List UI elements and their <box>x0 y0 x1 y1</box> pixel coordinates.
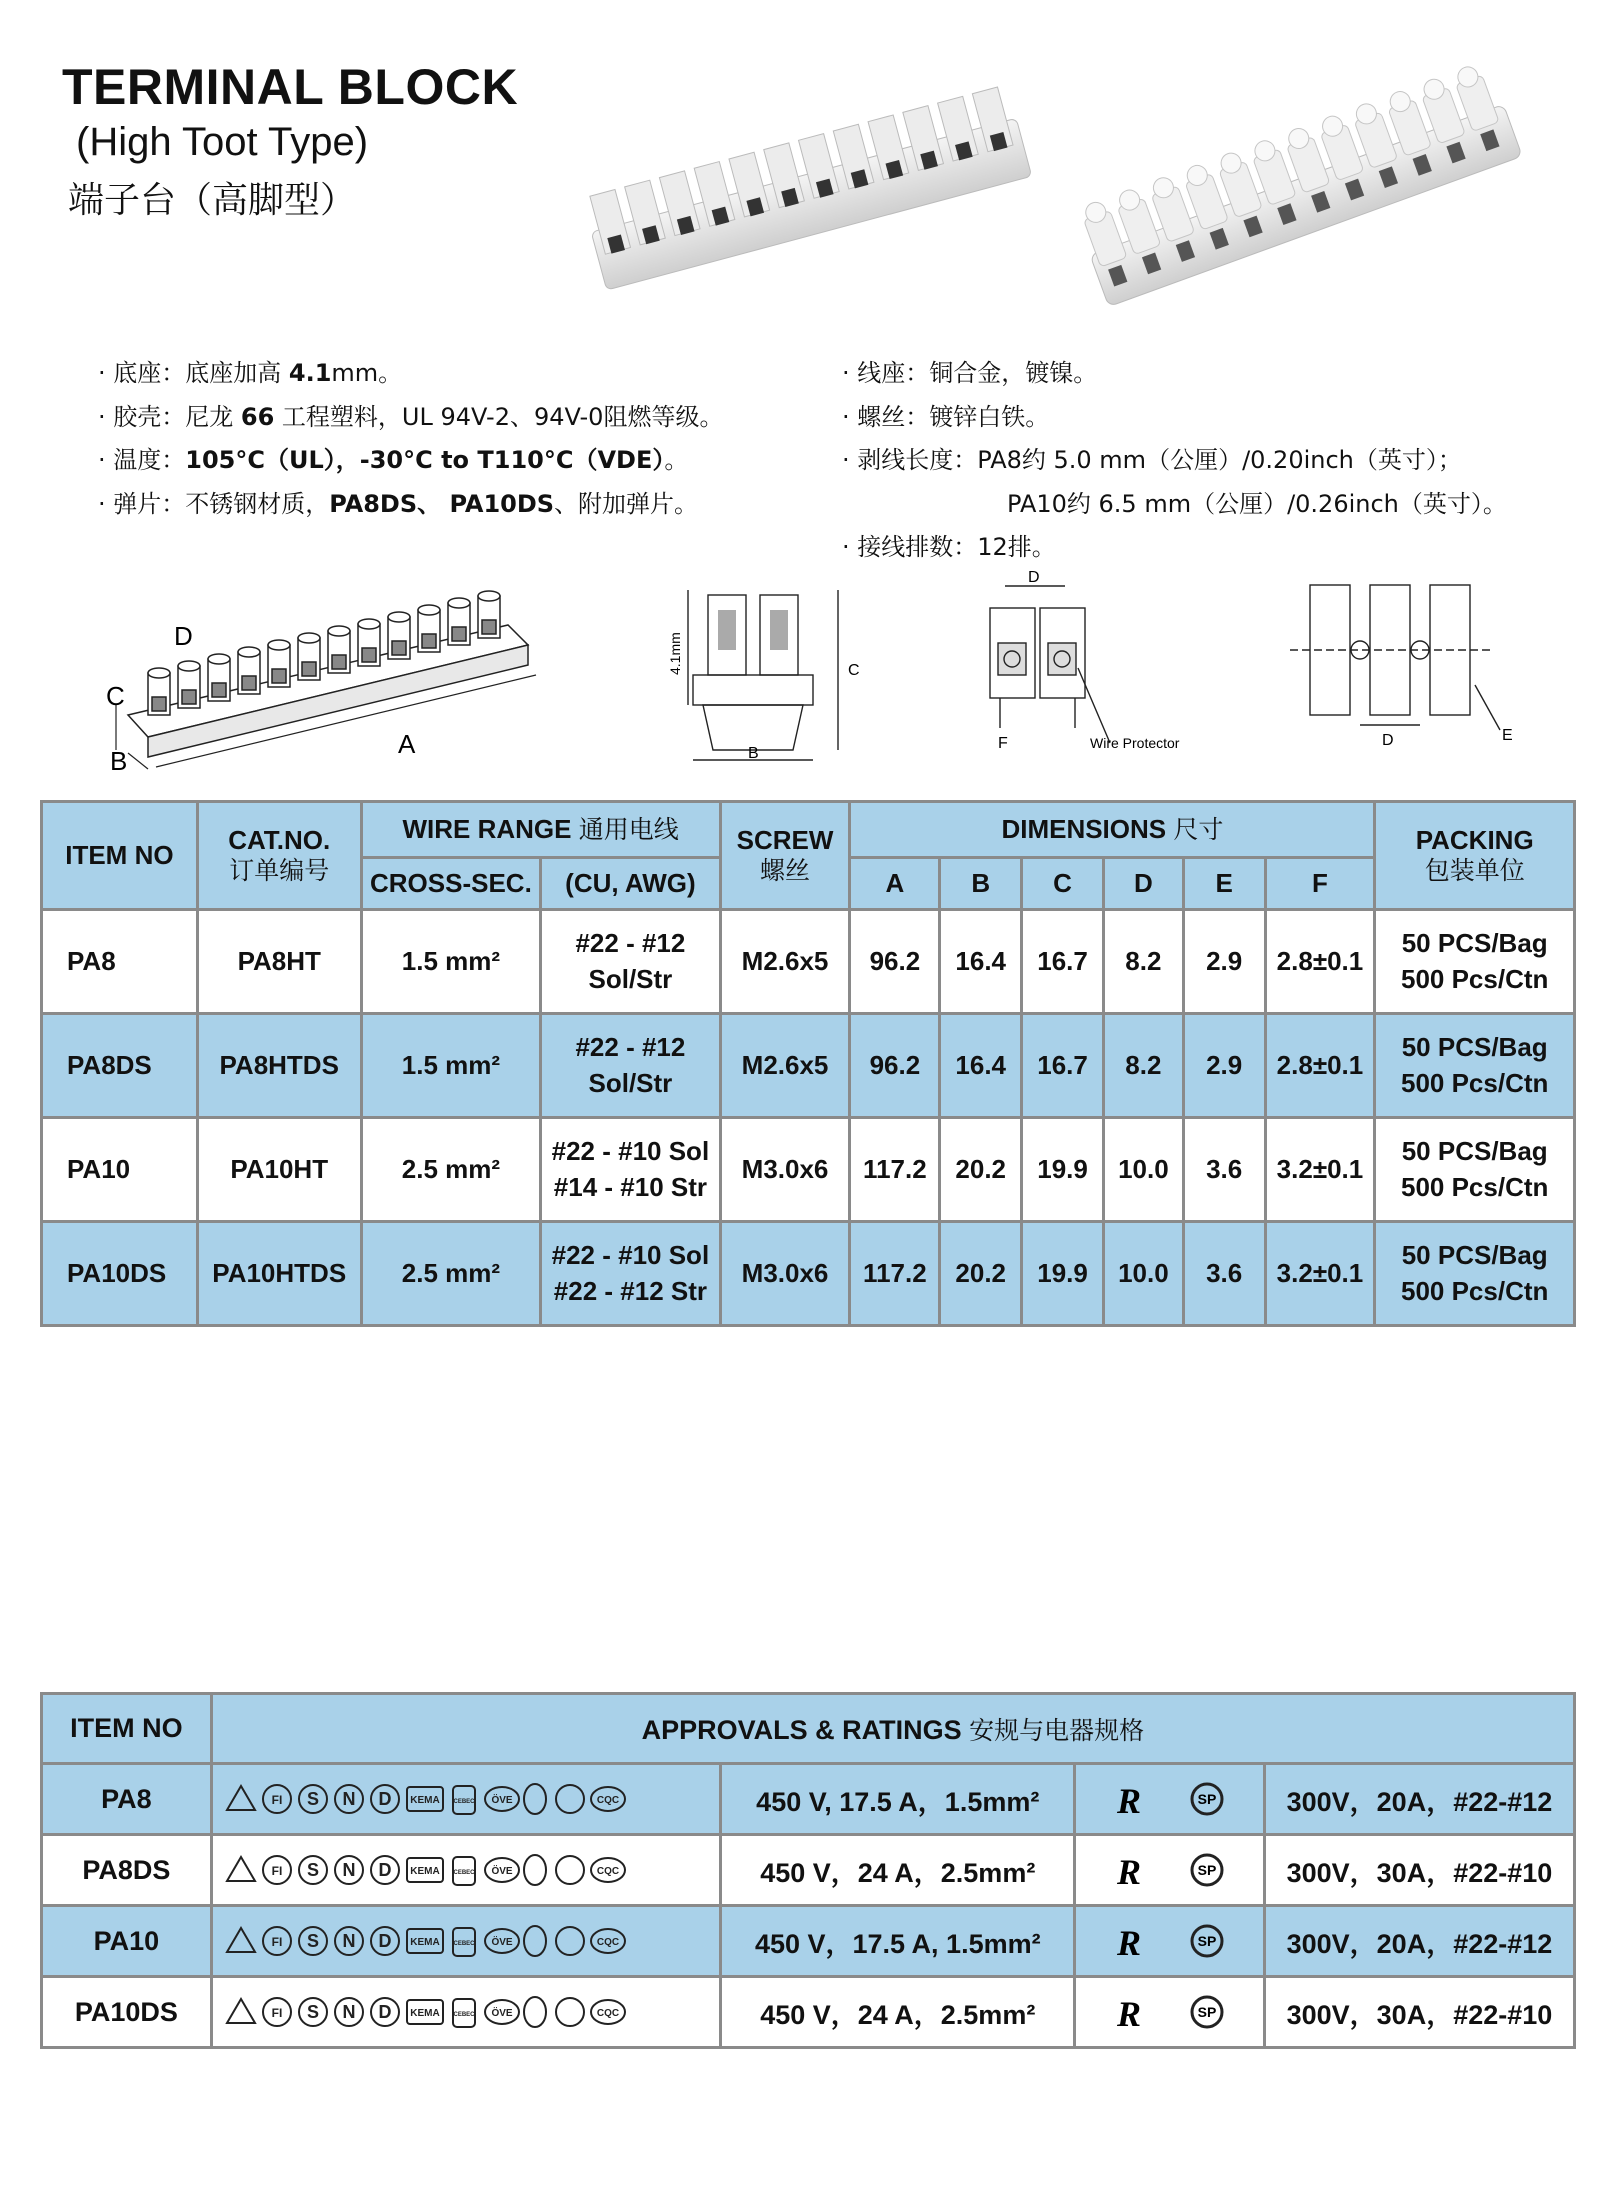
cell-awg: #22 - #10 Sol #22 - #12 Str <box>541 1222 720 1326</box>
ul-recognized-icon <box>1113 1850 1161 1890</box>
header-dim-e: E <box>1183 858 1265 910</box>
label-a: A <box>398 729 416 759</box>
cell-item: PA8DS <box>42 1835 212 1906</box>
cell-awg: #22 - #12 Sol/Str <box>541 1014 720 1118</box>
svg-text:CEBEC: CEBEC <box>453 1799 475 1805</box>
label-c2: C <box>848 662 860 679</box>
cell-item: PA8 <box>42 910 198 1014</box>
header-awg: (CU, AWG) <box>541 858 720 910</box>
cell-a: 117.2 <box>850 1118 940 1222</box>
cell-f: 3.2±0.1 <box>1265 1222 1375 1326</box>
cell-rating-iec: 450 V，17.5 A, 1.5mm² <box>721 1906 1075 1977</box>
header-packing: PACKING 包装单位 <box>1375 802 1575 910</box>
svg-text:SP: SP <box>1197 1862 1216 1878</box>
csa-icon <box>1187 1921 1227 1961</box>
header-item-no-2: ITEM NO <box>42 1694 212 1764</box>
cell-iec-marks <box>211 1977 721 2048</box>
svg-text:D: D <box>378 1789 392 1809</box>
ul-recognized-icon <box>1113 1921 1161 1961</box>
header-dimensions: DIMENSIONS 尺寸 <box>850 802 1375 858</box>
label-b2: B <box>748 745 759 762</box>
svg-text:N: N <box>342 2002 356 2022</box>
cell-item: PA10 <box>42 1118 198 1222</box>
cell-screw: M2.6x5 <box>720 910 850 1014</box>
svg-text:ÖVE: ÖVE <box>491 1795 513 1806</box>
cell-packing: 50 PCS/Bag 500 Pcs/Ctn <box>1375 1222 1575 1326</box>
header-dim-d: D <box>1103 858 1183 910</box>
cell-c: 16.7 <box>1022 910 1104 1014</box>
svg-text:FI: FI <box>271 1935 283 1949</box>
table-row <box>42 1118 1575 1222</box>
cell-ul-csa-marks <box>1075 1906 1265 1977</box>
svg-text:D: D <box>378 2002 392 2022</box>
cell-a: 96.2 <box>850 910 940 1014</box>
cell-c: 16.7 <box>1022 1014 1104 1118</box>
svg-text:CQC: CQC <box>596 1795 619 1806</box>
cell-cat: PA8HTDS <box>197 1014 361 1118</box>
cell-e: 2.9 <box>1183 910 1265 1014</box>
cell-cross: 1.5 mm² <box>361 910 541 1014</box>
spec-table <box>40 800 1576 1327</box>
svg-text:N: N <box>342 1860 356 1880</box>
spec-temperature: · 温度：105°C（UL），-30°C to T110°C（VDE）。 <box>98 446 689 474</box>
cell-cross: 1.5 mm² <box>361 1014 541 1118</box>
cell-c: 19.9 <box>1022 1222 1104 1326</box>
cell-screw: M2.6x5 <box>720 1014 850 1118</box>
header-dim-a: A <box>850 858 940 910</box>
svg-text:KEMA: KEMA <box>409 1866 440 1877</box>
cell-cat: PA10HT <box>197 1118 361 1222</box>
svg-text:CQC: CQC <box>596 1937 619 1948</box>
cell-screw: M3.0x6 <box>720 1222 850 1326</box>
certification-marks-icon <box>225 1924 625 1958</box>
svg-text:ÖVE: ÖVE <box>491 2008 513 2019</box>
header-wire-range: WIRE RANGE 通用电线 <box>361 802 720 858</box>
ul-recognized-icon <box>1113 1779 1161 1819</box>
cell-item: PA10DS <box>42 1222 198 1326</box>
cell-rating-iec: 450 V, 17.5 A，1.5mm² <box>721 1764 1075 1835</box>
cell-e: 3.6 <box>1183 1118 1265 1222</box>
svg-text:KEMA: KEMA <box>409 2008 440 2019</box>
svg-text:SP: SP <box>1197 1791 1216 1807</box>
cell-packing: 50 PCS/Bag 500 Pcs/Ctn <box>1375 1118 1575 1222</box>
cell-b: 20.2 <box>940 1222 1022 1326</box>
approvals-header-row <box>42 1694 1575 1764</box>
cell-ul-csa-marks <box>1075 1835 1265 1906</box>
cell-d: 10.0 <box>1103 1118 1183 1222</box>
cell-screw: M3.0x6 <box>720 1118 850 1222</box>
cell-e: 2.9 <box>1183 1014 1265 1118</box>
spec-housing: · 胶壳：尼龙 66 工程塑料，UL 94V-2、94V-0阻燃等级。 <box>98 402 724 431</box>
cell-b: 16.4 <box>940 910 1022 1014</box>
label-e: E <box>1502 727 1513 744</box>
spec-table-header-row-1 <box>42 802 1575 858</box>
svg-text:S: S <box>306 1931 319 1951</box>
svg-text:SP: SP <box>1197 1933 1216 1949</box>
cell-cat: PA8HT <box>197 910 361 1014</box>
cell-item: PA8DS <box>42 1014 198 1118</box>
product-photo-angled <box>1075 50 1515 300</box>
header-screw: SCREW 螺丝 <box>720 802 850 910</box>
cell-f: 2.8±0.1 <box>1265 1014 1375 1118</box>
label-c: C <box>106 681 125 711</box>
cell-awg: #22 - #10 Sol #14 - #10 Str <box>541 1118 720 1222</box>
cell-c: 19.9 <box>1022 1118 1104 1222</box>
table-row <box>42 1977 1575 2048</box>
svg-text:CQC: CQC <box>596 2008 619 2019</box>
svg-text:KEMA: KEMA <box>409 1795 440 1806</box>
header-dim-b: B <box>940 858 1022 910</box>
header-cross-sec: CROSS-SEC. <box>361 858 541 910</box>
label-b: B <box>110 746 128 776</box>
cell-ul-csa-marks <box>1075 1764 1265 1835</box>
specs-left <box>98 352 838 526</box>
cell-rating-ul: 300V，30A，#22-#10 <box>1264 1977 1574 2048</box>
cell-rating-iec: 450 V，24 A，2.5mm² <box>721 1977 1075 2048</box>
csa-icon <box>1187 1992 1227 2032</box>
csa-icon <box>1187 1850 1227 1890</box>
cell-d: 8.2 <box>1103 910 1183 1014</box>
cell-packing: 50 PCS/Bag 500 Pcs/Ctn <box>1375 1014 1575 1118</box>
cell-cross: 2.5 mm² <box>361 1118 541 1222</box>
cell-iec-marks <box>211 1835 721 1906</box>
cell-rating-ul: 300V，30A，#22-#10 <box>1264 1835 1574 1906</box>
cell-cross: 2.5 mm² <box>361 1222 541 1326</box>
table-row <box>42 1222 1575 1326</box>
svg-text:D: D <box>378 1860 392 1880</box>
label-d4: D <box>1382 732 1394 749</box>
svg-text:S: S <box>306 1789 319 1809</box>
svg-text:FI: FI <box>271 1864 283 1878</box>
certification-marks-icon <box>225 1853 625 1887</box>
cell-b: 20.2 <box>940 1118 1022 1222</box>
header-dim-c: C <box>1022 858 1104 910</box>
svg-text:FI: FI <box>271 1793 283 1807</box>
isometric-drawing <box>108 555 578 775</box>
specs-right <box>842 352 1582 570</box>
cell-iec-marks <box>211 1906 721 1977</box>
cell-iec-marks <box>211 1764 721 1835</box>
page-subtitle: (High Toot Type) <box>76 120 369 164</box>
svg-text:FI: FI <box>271 2006 283 2020</box>
cell-item: PA8 <box>42 1764 212 1835</box>
cell-d: 10.0 <box>1103 1222 1183 1326</box>
header-cat-no: CAT.NO. 订单编号 <box>197 802 361 910</box>
cell-ul-csa-marks <box>1075 1977 1265 2048</box>
svg-text:D: D <box>378 1931 392 1951</box>
section-drawing <box>648 575 870 765</box>
svg-text:CEBEC: CEBEC <box>453 1870 475 1876</box>
spec-seat: · 线座：铜合金，镀镍。 <box>842 359 1098 387</box>
approvals-table <box>40 1692 1576 2049</box>
page-subtitle-cn: 端子台（高脚型） <box>68 180 357 221</box>
top-drawing <box>1290 575 1530 750</box>
svg-text:S: S <box>306 2002 319 2022</box>
cell-item: PA10DS <box>42 1977 212 2048</box>
spec-strip-length-pa8: · 剥线长度：PA8约 5.0 mm（公厘）/0.20inch（英寸）； <box>842 446 1462 474</box>
spec-strip-length-pa10: PA10约 6.5 mm（公厘）/0.26inch（英寸）。 <box>1007 489 1507 518</box>
svg-text:N: N <box>342 1789 356 1809</box>
svg-text:R: R <box>1116 1781 1141 1821</box>
svg-text:R: R <box>1116 1852 1141 1892</box>
cell-f: 2.8±0.1 <box>1265 910 1375 1014</box>
certification-marks-icon <box>225 1995 625 2029</box>
svg-text:CQC: CQC <box>596 1866 619 1877</box>
csa-icon <box>1187 1779 1227 1819</box>
svg-text:ÖVE: ÖVE <box>491 1937 513 1948</box>
cell-rating-ul: 300V，20A，#22-#12 <box>1264 1764 1574 1835</box>
svg-text:R: R <box>1116 1923 1141 1963</box>
svg-text:CEBEC: CEBEC <box>453 2012 475 2018</box>
page-title: TERMINAL BLOCK <box>62 59 519 115</box>
label-d3: D <box>1028 569 1040 586</box>
spec-base: · 底座：底座加高 4.1mm。 <box>98 359 403 387</box>
svg-text:KEMA: KEMA <box>409 1937 440 1948</box>
spec-spring: · 弹片：不锈钢材质，PA8DS、 PA10DS、附加弹片。 <box>98 489 699 518</box>
label-d: D <box>174 621 193 651</box>
ul-recognized-icon <box>1113 1992 1161 2032</box>
cell-item: PA10 <box>42 1906 212 1977</box>
certification-marks-icon <box>225 1782 625 1816</box>
product-photo-straight <box>575 80 1035 280</box>
spec-screw: · 螺丝：镀锌白铁。 <box>842 402 1050 431</box>
table-row <box>42 1764 1575 1835</box>
header-approvals: APPROVALS & RATINGS 安规与电器规格 <box>211 1694 1574 1764</box>
table-row <box>42 1906 1575 1977</box>
svg-text:CEBEC: CEBEC <box>453 1941 475 1947</box>
cell-f: 3.2±0.1 <box>1265 1118 1375 1222</box>
label-height: 4.1mm <box>667 632 683 675</box>
cell-a: 96.2 <box>850 1014 940 1118</box>
svg-text:S: S <box>306 1860 319 1880</box>
cell-b: 16.4 <box>940 1014 1022 1118</box>
cell-rating-iec: 450 V，24 A，2.5mm² <box>721 1835 1075 1906</box>
table-row <box>42 910 1575 1014</box>
svg-text:N: N <box>342 1931 356 1951</box>
table-row <box>42 1014 1575 1118</box>
header-item-no: ITEM NO <box>42 802 198 910</box>
label-wire-protector: Wire Protector <box>1090 735 1180 751</box>
svg-text:R: R <box>1116 1994 1141 2034</box>
cell-cat: PA10HTDS <box>197 1222 361 1326</box>
cell-d: 8.2 <box>1103 1014 1183 1118</box>
label-f: F <box>998 735 1008 752</box>
cell-packing: 50 PCS/Bag 500 Pcs/Ctn <box>1375 910 1575 1014</box>
svg-text:SP: SP <box>1197 2004 1216 2020</box>
cell-rating-ul: 300V，20A，#22-#12 <box>1264 1906 1574 1977</box>
cell-e: 3.6 <box>1183 1222 1265 1326</box>
front-drawing <box>960 568 1190 768</box>
cell-a: 117.2 <box>850 1222 940 1326</box>
header-dim-f: F <box>1265 858 1375 910</box>
svg-text:ÖVE: ÖVE <box>491 1866 513 1877</box>
table-row <box>42 1835 1575 1906</box>
cell-awg: #22 - #12 Sol/Str <box>541 910 720 1014</box>
spec-poles: · 接线排数：12排。 <box>842 533 1056 561</box>
